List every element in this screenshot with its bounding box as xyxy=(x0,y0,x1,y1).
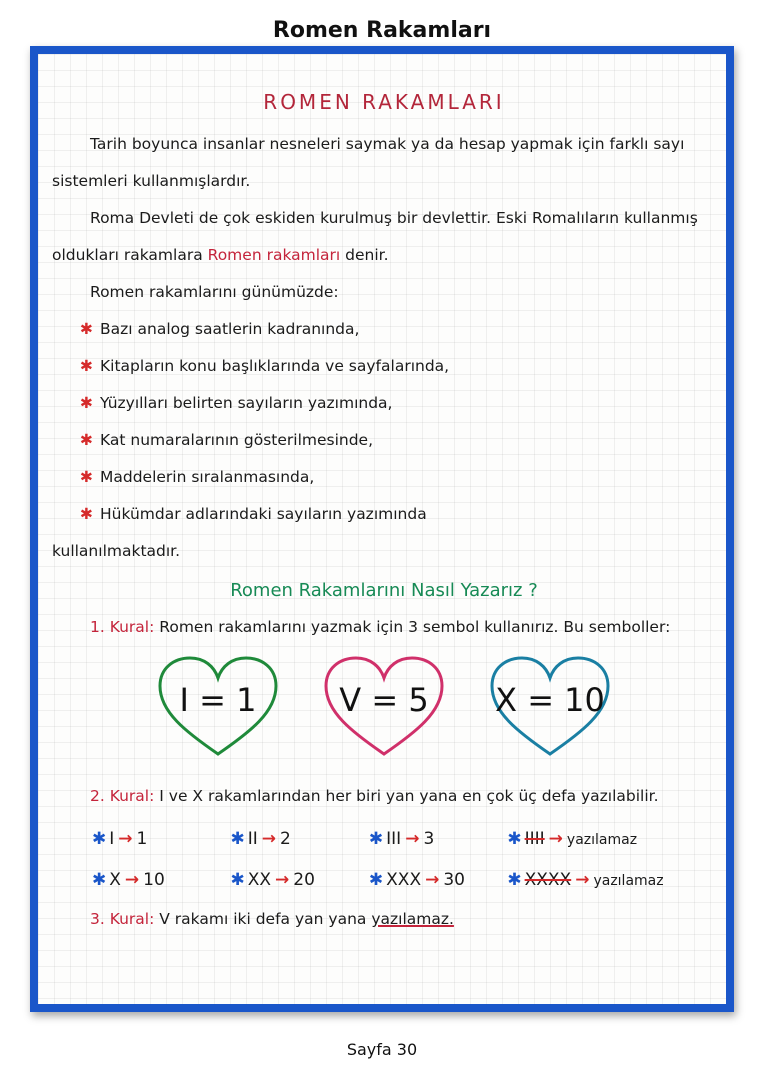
rule-3 xyxy=(52,901,716,938)
list-item xyxy=(80,459,716,496)
star-bullet-icon: ✱ xyxy=(80,468,93,486)
notebook-frame xyxy=(30,46,734,1012)
example-from-crossed: IIII xyxy=(524,829,545,849)
example-from-crossed: XXXX xyxy=(524,870,572,890)
example-to: 10 xyxy=(143,870,165,890)
list-item-text: Yüzyılları belirten sayıların yazımında, xyxy=(100,394,393,412)
star-bullet-icon: ✱ xyxy=(368,829,384,849)
star-bullet-icon: ✱ xyxy=(92,870,107,890)
rule-1-label: 1. Kural: xyxy=(90,618,155,636)
example-cell xyxy=(369,860,507,901)
para2-highlight: Romen rakamları xyxy=(207,246,341,264)
example-from: III xyxy=(386,829,402,849)
example-cell xyxy=(230,819,368,860)
rule-2-label: 2. Kural: xyxy=(90,787,155,805)
rule-1-text: Romen rakamlarını yazmak için 3 sembol kullanırız. Bu semboller: xyxy=(154,618,671,636)
usage-list xyxy=(52,311,716,533)
page-header-title: Romen Rakamları xyxy=(272,18,492,43)
rule-3-text: V rakamı iki defa yan yana xyxy=(154,910,372,928)
examples-row-i xyxy=(92,819,716,860)
list-item-text: Maddelerin sıralanmasında, xyxy=(100,468,315,486)
heart-label: X = 10 xyxy=(495,681,605,719)
examples-row-x xyxy=(92,860,716,901)
example-from: II xyxy=(247,829,258,849)
example-from: XXX xyxy=(386,870,422,890)
rule-2 xyxy=(52,778,716,815)
notebook-title: ROMEN RAKAMLARI xyxy=(263,90,505,114)
arrow-icon: → xyxy=(261,829,276,849)
usage-intro: Romen rakamlarını günümüzde: xyxy=(90,283,339,301)
example-to: 20 xyxy=(293,870,315,890)
para2-text-start: Roma Devleti de çok eskiden kurulmuş bir devlettir. Eski Romalıların kullanmış oldukları rakamlara xyxy=(52,209,698,264)
list-item-text: Kat numaralarının gösterilmesinde, xyxy=(100,431,374,449)
usage-outro: kullanılmaktadır. xyxy=(52,542,181,560)
example-to: 3 xyxy=(423,829,435,849)
examples-table xyxy=(92,819,716,901)
arrow-icon: → xyxy=(548,829,563,849)
arrow-icon: → xyxy=(118,829,133,849)
heart-symbol-x xyxy=(488,654,612,760)
example-to: 30 xyxy=(443,870,465,890)
example-to: yazılamaz xyxy=(593,873,664,889)
intro-paragraph-2 xyxy=(52,200,716,274)
section-heading: Romen Rakamlarını Nasıl Yazarız ? xyxy=(230,580,538,601)
example-cell xyxy=(369,819,507,860)
star-bullet-icon: ✱ xyxy=(80,505,93,523)
arrow-icon: → xyxy=(575,870,590,890)
star-bullet-icon: ✱ xyxy=(80,394,93,412)
star-bullet-icon: ✱ xyxy=(230,870,245,890)
list-item xyxy=(80,348,716,385)
star-bullet-icon: ✱ xyxy=(92,829,107,849)
arrow-icon: → xyxy=(425,870,440,890)
example-to: 1 xyxy=(136,829,148,849)
example-from: I xyxy=(109,829,115,849)
heart-symbol-i xyxy=(156,654,280,760)
heart-label: V = 5 xyxy=(339,681,429,719)
example-to: 2 xyxy=(279,829,291,849)
rule-1 xyxy=(52,609,716,646)
example-cell xyxy=(507,860,716,901)
list-item xyxy=(80,311,716,348)
page-number: Sayfa 30 xyxy=(346,1040,418,1059)
star-bullet-icon: ✱ xyxy=(230,829,245,849)
star-bullet-icon: ✱ xyxy=(507,829,522,849)
arrow-icon: → xyxy=(124,870,140,890)
para2-text-end: denir. xyxy=(340,246,389,264)
list-item-text: Hükümdar adlarındaki sayıların yazımında xyxy=(100,505,427,523)
example-cell xyxy=(230,860,368,901)
heart-symbol-v xyxy=(322,654,446,760)
rule-3-emphasis: yazılamaz. xyxy=(371,910,454,928)
intro-paragraph-1: Tarih boyunca insanlar nesneleri saymak ya da hesap yapmak için farklı sayı sistemleri kullanmışlardır. xyxy=(52,135,685,190)
list-item xyxy=(80,422,716,459)
list-item-text: Kitapların konu başlıklarında ve sayfalarında, xyxy=(100,357,450,375)
rule-2-text: I ve X rakamlarından her biri yan yana en çok üç defa yazılabilir. xyxy=(154,787,659,805)
arrow-icon: → xyxy=(405,829,420,849)
example-to: yazılamaz xyxy=(566,832,638,848)
star-bullet-icon: ✱ xyxy=(507,870,522,890)
rule-3-label: 3. Kural: xyxy=(90,910,155,928)
star-bullet-icon: ✱ xyxy=(80,320,93,338)
list-item-text: Bazı analog saatlerin kadranında, xyxy=(100,320,360,338)
example-cell xyxy=(92,860,230,901)
notebook-content xyxy=(52,84,716,938)
example-from: XX xyxy=(247,870,271,890)
symbol-hearts xyxy=(52,654,716,766)
arrow-icon: → xyxy=(275,870,290,890)
example-cell xyxy=(92,819,230,860)
example-cell xyxy=(507,819,716,860)
star-bullet-icon: ✱ xyxy=(80,431,93,449)
star-bullet-icon: ✱ xyxy=(368,870,384,890)
heart-label: I = 1 xyxy=(179,681,257,719)
star-bullet-icon: ✱ xyxy=(80,357,93,375)
example-from: X xyxy=(109,870,121,890)
list-item xyxy=(80,385,716,422)
list-item xyxy=(80,496,716,533)
